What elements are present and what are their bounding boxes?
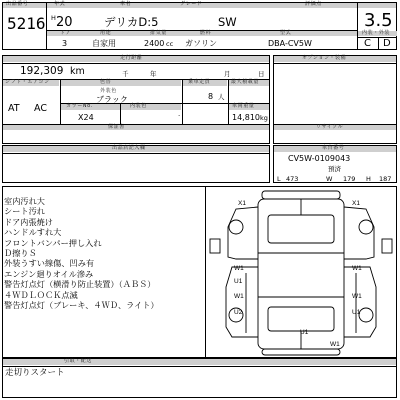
color-original-label: 色替 bbox=[100, 79, 112, 85]
remark-line: 警告灯点灯（ブレーキ、４ＷＤ、ライト） bbox=[4, 300, 159, 310]
footer-text: 走切りスタート bbox=[5, 368, 65, 378]
mileage-label: 走行距離 bbox=[120, 55, 143, 61]
type-label: 型式 bbox=[280, 30, 292, 36]
mileage-unit: km bbox=[70, 66, 85, 77]
remark-line: ドア内張焼け bbox=[4, 216, 53, 227]
fuel: ガソリン bbox=[185, 39, 217, 48]
remark-line: 警告灯点灯（横滑り防止装置）（ＡＢＳ） bbox=[4, 279, 156, 290]
remark-line: ４ＷＤＬＯＣＫ点滅 bbox=[4, 289, 78, 300]
mark-w1-c: W1 bbox=[352, 265, 362, 272]
seat-belt-label: 保証書 bbox=[108, 124, 125, 130]
inner-color-label: 内装色 bbox=[130, 103, 147, 109]
mark-u2-a: U2 bbox=[234, 309, 243, 316]
transmission: AT bbox=[8, 103, 20, 114]
fuel-label: 燃料 bbox=[200, 30, 212, 36]
remark-line: 室内汚れ大 bbox=[4, 196, 45, 206]
ac: AC bbox=[34, 103, 47, 114]
marker-dot: · bbox=[178, 112, 181, 120]
dim-h-label: H bbox=[366, 175, 371, 183]
interior-grade: C bbox=[364, 38, 371, 49]
seat-belt-box bbox=[2, 124, 270, 144]
capacity-unit: 人 bbox=[218, 93, 225, 101]
mileage-note-1: 千 bbox=[122, 70, 129, 78]
mark-w1-a: W1 bbox=[234, 265, 244, 272]
seller-comment-label: 出品店記入欄 bbox=[112, 145, 146, 151]
dim-l: 473 bbox=[286, 175, 299, 183]
score: 3.5 bbox=[364, 10, 393, 31]
remark-line: シート汚れ bbox=[4, 206, 45, 217]
dim-w: 179 bbox=[343, 175, 356, 183]
mileage-note-3: 月 bbox=[224, 70, 231, 78]
mark-w1-b: W1 bbox=[234, 293, 244, 300]
dim-l-label: L bbox=[277, 175, 281, 183]
lot-number: 5216 bbox=[7, 14, 46, 33]
doors: 3 bbox=[62, 39, 68, 48]
color-label: 外装色 bbox=[100, 88, 117, 94]
mark-u1-b: U1 bbox=[352, 309, 361, 316]
model-name: デリカD:5 bbox=[104, 15, 159, 29]
options-label: オプション・装備 bbox=[302, 55, 347, 61]
recycle-status: 預済 bbox=[328, 165, 341, 173]
capacity-label: 乗車定員 bbox=[188, 79, 211, 85]
remark-line: Ｄ擦りＳ bbox=[4, 248, 37, 258]
mark-x1-right: X1 bbox=[352, 200, 360, 207]
capacity: 8 bbox=[208, 92, 214, 101]
model-year: 20 bbox=[56, 15, 73, 30]
weight-label: 車両重量 bbox=[232, 103, 255, 109]
mileage-note-2: 年 bbox=[150, 70, 157, 78]
weight: 14,810 bbox=[232, 113, 260, 122]
mark-u1-a: U1 bbox=[234, 278, 243, 285]
weight-unit: kg bbox=[260, 114, 268, 122]
exterior-grade: D bbox=[383, 38, 391, 49]
max-load-label: 最大積載量 bbox=[231, 79, 260, 85]
day-note: 日 bbox=[258, 70, 265, 78]
model-label: 車名 bbox=[120, 1, 132, 7]
usage: 自家用 bbox=[92, 39, 116, 48]
grade: SW bbox=[218, 15, 237, 29]
lot-label: 出品番号 bbox=[6, 1, 29, 7]
dim-h: 187 bbox=[379, 175, 392, 183]
grade-label: グレード bbox=[180, 1, 203, 7]
doors-label: ドア bbox=[60, 30, 72, 36]
chassis-label: 車台番号 bbox=[322, 145, 345, 151]
mark-x1-left: X1 bbox=[238, 200, 246, 207]
displacement-unit: cc bbox=[166, 40, 174, 48]
color-no-label: カラーNo. bbox=[66, 103, 93, 109]
recycle-label: リサイクル bbox=[316, 124, 344, 130]
remark-line: エンジン廻りオイル滲み bbox=[4, 268, 94, 279]
displacement: 2400 bbox=[144, 39, 165, 48]
year-era: H bbox=[51, 14, 56, 22]
year-label: 年式 bbox=[54, 1, 66, 7]
color: ブラック bbox=[96, 95, 128, 104]
mark-w1-d: W1 bbox=[352, 293, 362, 300]
remark-line: 外装うすい線傷、凹み有 bbox=[4, 258, 95, 269]
remark-line: ハンドルすれ大 bbox=[4, 227, 62, 238]
mark-u1-c: U1 bbox=[300, 329, 309, 336]
footer-label: 引取・配送 bbox=[64, 358, 93, 364]
mileage: 192,309 bbox=[20, 65, 64, 77]
dim-w-label: W bbox=[326, 175, 333, 183]
remark-line: フロントバンパー押し入れ bbox=[4, 237, 102, 248]
interior-label: 内装・外装 bbox=[362, 30, 391, 36]
chassis-number: CV5W-0109043 bbox=[288, 154, 351, 163]
score-label: 評価点 bbox=[305, 1, 322, 7]
model-code: DBA-CV5W bbox=[268, 39, 312, 48]
color-no: X24 bbox=[78, 113, 94, 122]
cc-label: 排気量 bbox=[150, 30, 167, 36]
options-box bbox=[273, 55, 397, 125]
usage-label: 用途 bbox=[100, 30, 112, 36]
shift-label: シフト・エアコン bbox=[5, 79, 50, 85]
mark-w1-e: W1 bbox=[330, 341, 340, 348]
